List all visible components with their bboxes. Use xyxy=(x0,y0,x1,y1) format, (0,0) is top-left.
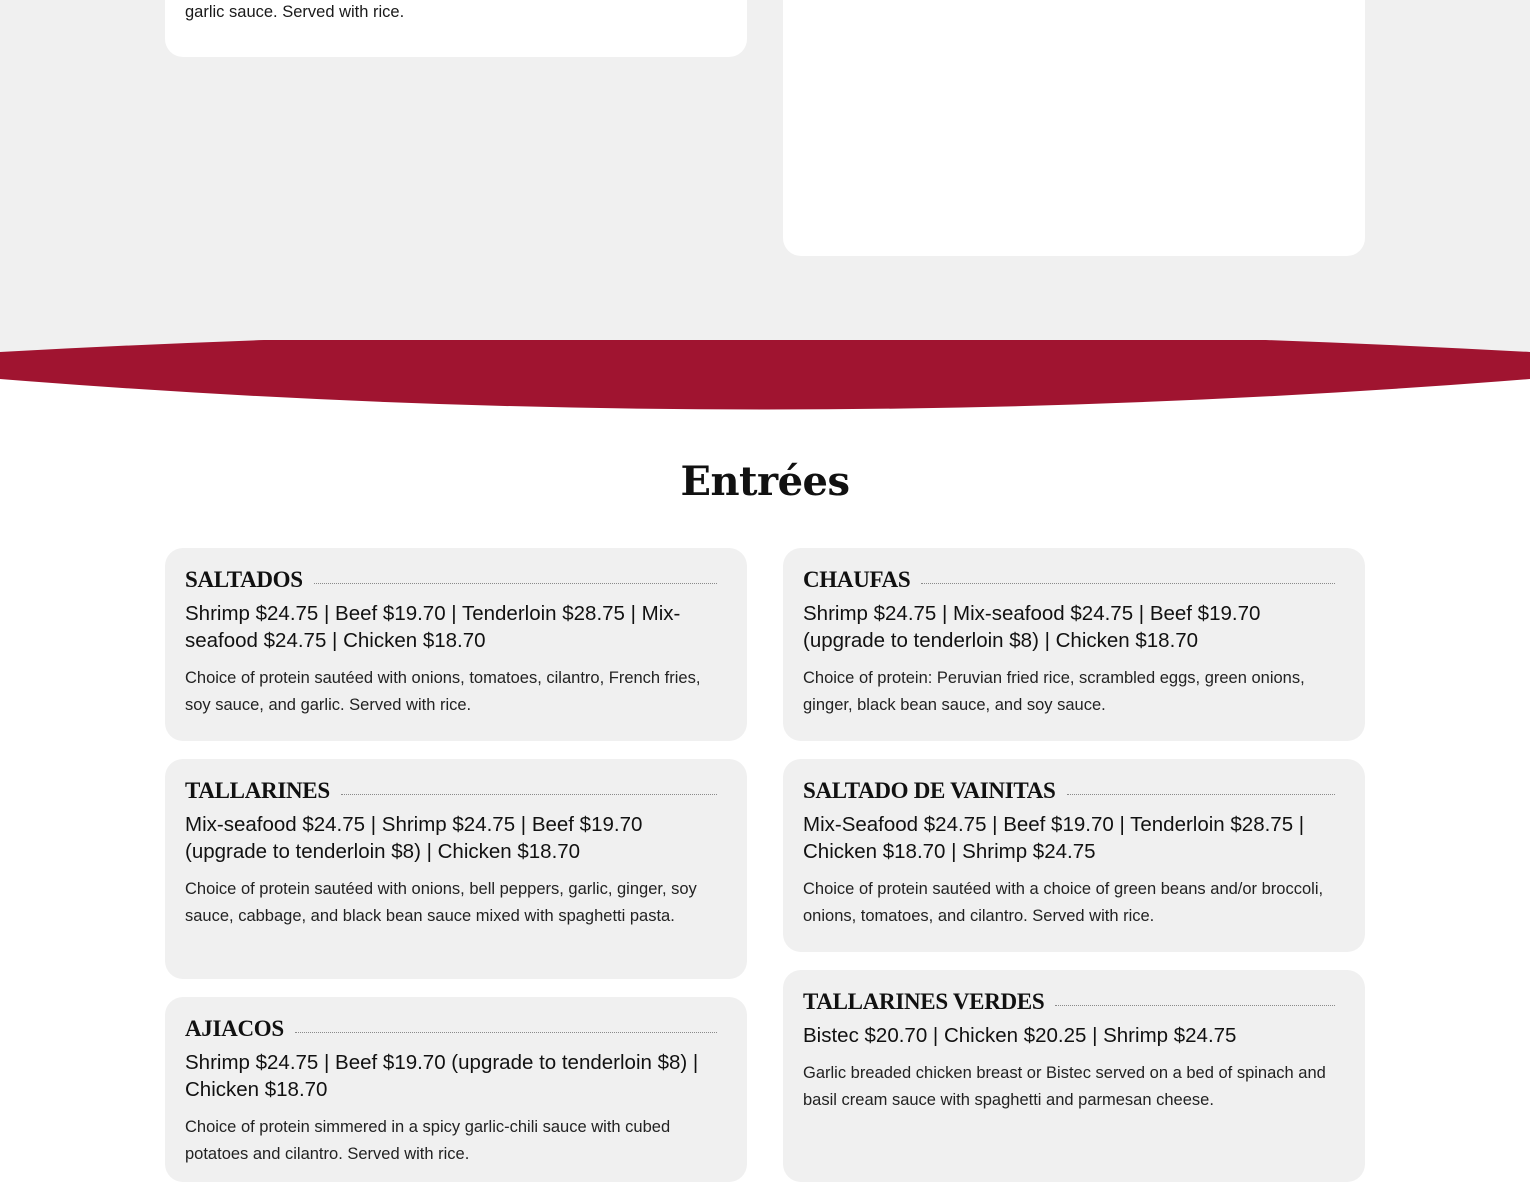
item-name: TALLARINES VERDES xyxy=(803,989,1045,1014)
dotted-leader xyxy=(1055,1005,1335,1006)
card-header xyxy=(803,566,1345,594)
card-header xyxy=(185,566,727,594)
item-prices: Shrimp $24.75 | Mix-seafood $24.75 | Beef $19.70 (upgrade to tenderloin $8) | Chicken $18.70 xyxy=(803,602,1261,652)
item-name: CHAUFAS xyxy=(803,567,911,592)
item-prices: Mix-seafood $24.75 | Shrimp $24.75 | Beef $19.70 (upgrade to tenderloin $8) | Chicken $18.70 xyxy=(185,813,643,863)
item-description: Choice of protein simmered in a spicy garlic-chili sauce with cubed potatoes and cilantro. Served with rice. xyxy=(185,1118,671,1163)
menu-card-saltados xyxy=(165,548,747,741)
item-prices: Bistec $20.70 | Chicken $20.25 | Shrimp $24.75 xyxy=(803,1024,1237,1047)
item-prices: Shrimp $24.75 | Beef $19.70 | Tenderloin $28.75 | Mix-seafood $24.75 | Chicken $18.70 xyxy=(185,602,681,652)
dotted-leader xyxy=(1067,794,1335,795)
section-divider-wave xyxy=(0,340,1530,410)
menu-card-partial-left xyxy=(165,0,747,57)
item-prices: Mix-Seafood $24.75 | Beef $19.70 | Tenderloin $28.75 | Chicken $18.70 | Shrimp $24.75 xyxy=(803,813,1305,863)
item-name: SALTADO DE VAINITAS xyxy=(803,778,1056,803)
section-title: Entrées xyxy=(680,458,850,505)
menu-card-saltado-de-vainitas xyxy=(783,759,1365,952)
dotted-leader xyxy=(341,794,717,795)
item-prices: Shrimp $24.75 | Beef $19.70 (upgrade to tenderloin $8) | Chicken $18.70 xyxy=(185,1051,699,1101)
menu-card-ajiacos xyxy=(165,997,747,1182)
card-header xyxy=(803,988,1345,1016)
item-description: Choice of protein sautéed with a choice of green beans and/or broccoli, onions, tomatoes, and cilantro. Served with rice. xyxy=(803,880,1324,925)
item-name: TALLARINES xyxy=(185,778,330,803)
item-name: AJIACOS xyxy=(185,1016,284,1041)
item-name: SALTADOS xyxy=(185,567,303,592)
divider-band xyxy=(0,340,1530,410)
item-description: Choice of protein: Peruvian fried rice, scrambled eggs, green onions, ginger, black bean sauce, and soy sauce. xyxy=(803,669,1305,714)
card-header xyxy=(185,1015,727,1043)
dotted-leader xyxy=(295,1032,717,1033)
item-description: Choice of protein sautéed with onions, tomatoes, cilantro, French fries, soy sauce, and garlic. Served with rice. xyxy=(185,669,701,714)
dotted-leader xyxy=(921,583,1335,584)
dotted-leader xyxy=(314,583,717,584)
previous-menu-section xyxy=(0,0,1530,360)
item-description: Garlic breaded chicken breast or Bistec served on a bed of spinach and basil cream sauce with spaghetti and parmesan cheese. xyxy=(803,1064,1326,1109)
card-header xyxy=(185,777,727,805)
item-description: garlic sauce. Served with rice. xyxy=(185,3,405,21)
menu-card-tallarines-verdes xyxy=(783,970,1365,1182)
menu-card-tallarines xyxy=(165,759,747,979)
menu-card-partial-right xyxy=(783,0,1365,256)
menu-card-chaufas xyxy=(783,548,1365,741)
card-header xyxy=(803,777,1345,805)
item-description: Choice of protein sautéed with onions, bell peppers, garlic, ginger, soy sauce, cabbage, and black bean sauce mixed with spaghetti pasta. xyxy=(185,880,697,925)
